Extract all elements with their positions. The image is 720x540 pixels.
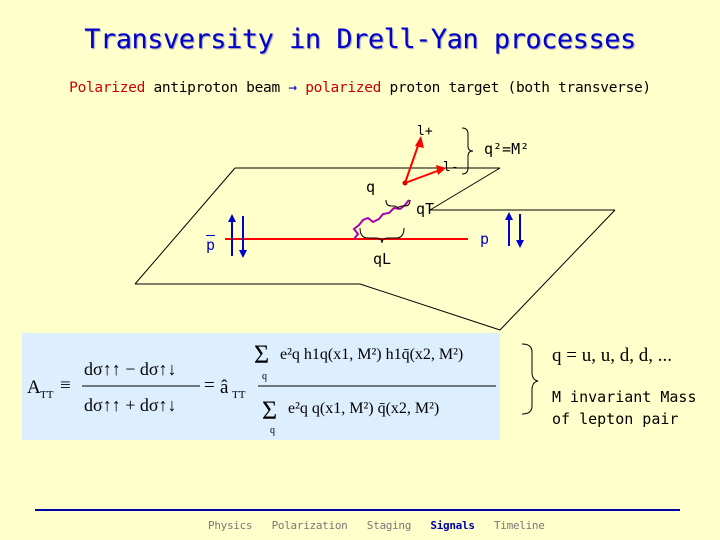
nav-physics[interactable]: Physics [208, 519, 253, 532]
mass-note-line2: of lepton pair [552, 410, 679, 428]
label-q: q [366, 178, 376, 196]
sum-index-num: q [262, 371, 267, 382]
mass-note [552, 386, 697, 430]
nav-polarization[interactable]: Polarization [271, 519, 348, 532]
label-proton: p [480, 230, 490, 248]
quark-list: q = u, u, d, d, ... [552, 345, 672, 366]
brace-q2 [462, 128, 473, 174]
mass-note-line1: M invariant Mass [552, 388, 697, 406]
nav-signals[interactable]: Signals [430, 519, 475, 532]
footer-nav [208, 519, 558, 532]
formula-den: dσ↑↑ + dσ↑↓ [84, 395, 177, 415]
formula-box [22, 333, 500, 440]
subtitle-polarized-1: Polarized [69, 80, 146, 96]
spin-arrows-left-icon [228, 214, 247, 258]
subtitle-beam: antiproton beam [153, 80, 280, 96]
label-antiproton: $\overline{p}$ [206, 236, 216, 254]
label-l-plus: l+ [417, 124, 433, 139]
spin-arrows-right-icon [505, 212, 524, 248]
formula-lhs: A [27, 377, 41, 398]
formula-ahat-sub: TT [232, 389, 246, 401]
formula-lhs-sub: TT [40, 389, 54, 401]
plane-right-edge-upper [430, 168, 500, 210]
label-l-minus: l- [443, 160, 459, 175]
brace-formula [522, 344, 538, 414]
sum-sign-den: Σ [262, 396, 278, 425]
label-q2: q²=M² [484, 140, 530, 158]
formula-num: dσ↑↑ − dσ↑↓ [84, 359, 177, 379]
subtitle-target: proton target (both transverse) [389, 80, 651, 96]
formula-ahat: â [220, 377, 229, 398]
plane-right-edge [500, 210, 615, 330]
formula-big-num: e²q h1q(x1, M²) h1q̄(x2, M²) [280, 346, 464, 363]
lepton-minus-line [405, 170, 440, 183]
subtitle-polarized-2: polarized [305, 80, 382, 96]
sum-sign-num: Σ [254, 340, 270, 369]
plane-bottom-right-edge [360, 284, 500, 330]
plane-left-edge [135, 168, 235, 284]
asymmetry-formula [22, 333, 500, 440]
page-title: Transversity in Drell-Yan processes [84, 24, 636, 55]
label-qL: qL [373, 250, 392, 268]
sum-index-den: q [270, 425, 275, 436]
nav-timeline[interactable]: Timeline [493, 519, 545, 532]
subtitle-arrow: → [288, 80, 297, 96]
brace-qL [360, 228, 404, 243]
footer-divider [35, 509, 680, 511]
formula-equiv: ≡ [60, 375, 71, 396]
nav-staging[interactable]: Staging [366, 519, 412, 532]
label-qT: qT [416, 200, 435, 218]
formula-eq: = [204, 375, 215, 396]
formula-big-den: e²q q(x1, M²) q̄(x2, M²) [288, 400, 440, 417]
